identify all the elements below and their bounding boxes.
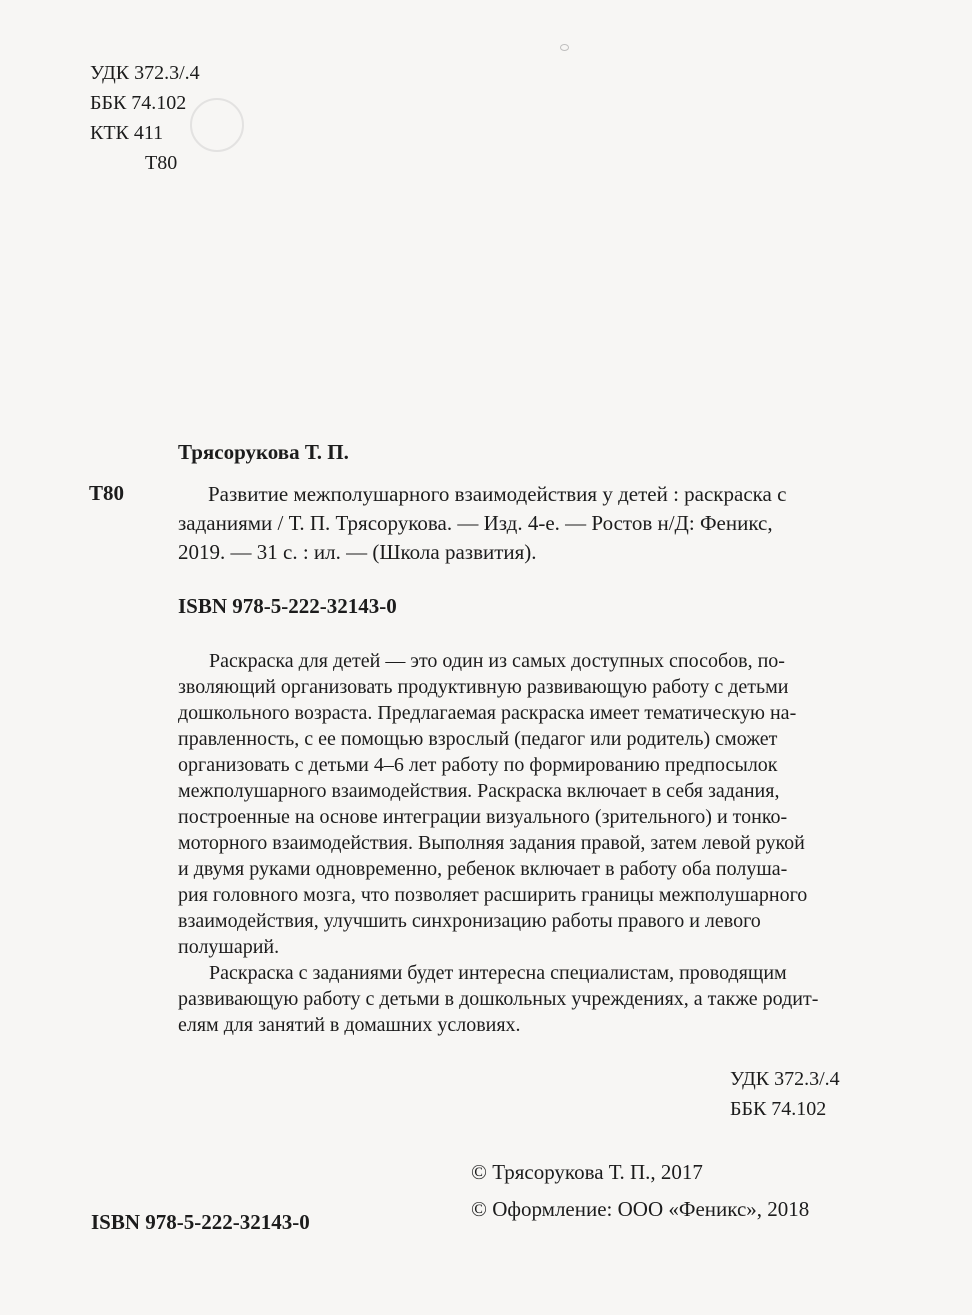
classification-codes-bottom — [730, 1064, 840, 1124]
annotation-line: полушарий. — [178, 936, 280, 958]
bbk-code: ББК 74.102 — [90, 92, 187, 114]
annotation-line: построенные на основе интеграции визуального (зрительного) и тонко- — [178, 806, 788, 828]
paper-mark — [560, 44, 569, 51]
copyright-design: © Оформление: ООО «Феникс», 2018 — [471, 1197, 810, 1221]
bottom-isbn: ISBN 978-5-222-32143-0 — [91, 1210, 310, 1234]
ktk-code: КТК 411 — [90, 122, 164, 144]
classification-codes-top — [90, 58, 200, 178]
bbk-code: ББК 74.102 — [730, 1098, 827, 1120]
annotation-line: правленность, с ее помощью взрослый (педагог или родитель) сможет — [178, 728, 778, 750]
annotation-line: межполушарного взаимодействия. Раскраска включает в себя задания, — [178, 780, 780, 802]
cutter-code: Т80 — [145, 152, 178, 174]
annotation-line: и двумя руками одновременно, ребенок включает в работу оба полуша- — [178, 858, 788, 880]
card-isbn: ISBN 978-5-222-32143-0 — [178, 594, 397, 618]
annotation-line: зволяющий организовать продуктивную развивающую работу с детьми — [178, 676, 789, 698]
annotation-line: елям для занятий в домашних условиях. — [178, 1014, 521, 1036]
annotation-line: развивающую работу с детьми в дошкольных учреждениях, а также родит- — [178, 988, 819, 1010]
author-heading: Трясорукова Т. П. — [178, 440, 349, 464]
annotation-line: дошкольного возраста. Предлагаемая раскраска имеет тематическую на- — [178, 702, 797, 724]
copyright-author: © Трясорукова Т. П., 2017 — [471, 1160, 703, 1184]
annotation-line: рия головного мозга, что позволяет расширить границы межполушарного — [178, 884, 808, 906]
annotation-line: организовать с детьми 4–6 лет работу по формированию предпосылок — [178, 754, 778, 776]
annotation-line: моторного взаимодействия. Выполняя задания правой, затем левой рукой — [178, 832, 805, 854]
annotation — [178, 648, 872, 1038]
annotation-line: Раскраска для детей — это один из самых доступных способов, по- — [209, 650, 785, 672]
udk-code: УДК 372.3/.4 — [730, 1068, 840, 1090]
annotation-line: Раскраска с заданиями будет интересна специалистам, проводящим — [209, 962, 787, 984]
biblio-line: заданиями / Т. П. Трясорукова. — Изд. 4-е. — Ростов н/Д: Феникс, — [178, 511, 773, 535]
bibliographic-description — [178, 480, 878, 567]
biblio-line: 2019. — 31 с. : ил. — (Школа развития). — [178, 540, 537, 564]
card-cutter-code: Т80 — [89, 481, 125, 505]
udk-code: УДК 372.3/.4 — [90, 62, 200, 84]
annotation-line: взаимодействия, улучшить синхронизацию работы правого и левого — [178, 910, 761, 932]
biblio-line: Развитие межполушарного взаимодействия у детей : раскраска с — [208, 482, 787, 506]
